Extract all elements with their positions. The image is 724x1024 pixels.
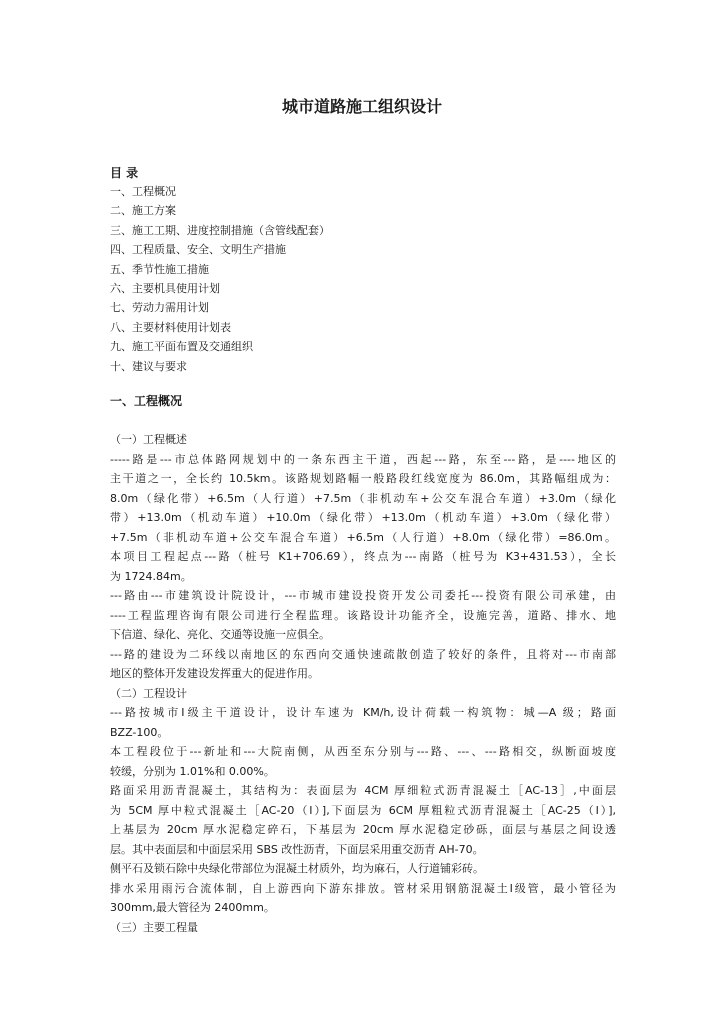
text-line: BZZ-100。 xyxy=(110,725,169,739)
toc-item: 四、工程质量、安全、文明生产措施 xyxy=(110,243,286,257)
text-line: 路面采用沥青混凝土，其结构为：表面层为 4CM 厚细粒式沥青混凝土［AC-13］,中面层 xyxy=(110,784,616,797)
text-line: ---路由---市建筑设计院设计，---市城市建设投资开发公司委托---投资有限公司承建，由 xyxy=(110,589,616,602)
section-body xyxy=(110,430,616,937)
subsection-heading: （二）工程设计 xyxy=(110,686,187,700)
text-line: 侧平石及锁石除中央绿化带部位为混凝土材质外，均为麻石，人行道铺彩砖。 xyxy=(110,862,484,875)
toc-item: 三、施工工期、进度控制措施（含管线配套） xyxy=(110,223,330,237)
table-of-contents xyxy=(110,182,330,376)
section-title: 一、工程概况 xyxy=(110,394,183,408)
text-line: 上基层为 20cm 厚水泥稳定碎石，下基层为 20cm 厚水泥稳定砂砾，面层与基层之间设透 xyxy=(110,823,616,836)
text-line: 为 1724.84m。 xyxy=(110,569,192,583)
toc-item: 十、建议与要求 xyxy=(110,359,187,373)
subsection-heading: （一）工程概述 xyxy=(110,433,187,446)
text-line: 本工程段位于---新址和---大院南侧，从西至东分别与---路、---、---路相交，纵断面坡度 xyxy=(110,745,616,758)
toc-heading: 目 录 xyxy=(110,166,139,180)
document-title: 城市道路施工组织设计 xyxy=(281,97,442,116)
text-line: 下信道、绿化、亮化、交通等设施一应俱全。 xyxy=(110,628,330,641)
text-line: ---路按城市Ⅰ级主干道设计，设计车速为 KM/h,设计荷载一构筑物：城—A 级；路面 xyxy=(110,706,616,719)
text-line: 为 5CM 厚中粒式混凝土［AC-20（I）],下面层为 6CM 厚粗粒式沥青混凝土［AC-25（I）], xyxy=(110,803,616,817)
text-line: 层。其中表面层和中面层采用 SBS 改性沥青，下面层采用重交沥青 AH-70。 xyxy=(110,842,484,856)
toc-item: 七、劳动力需用计划 xyxy=(110,301,209,315)
subsection-heading: （三）主要工程量 xyxy=(110,920,198,934)
text-line: ----工程监理咨询有限公司进行全程监理。该路设计功能齐全，设施完善，道路、排水、地 xyxy=(110,608,616,622)
toc-item: 二、施工方案 xyxy=(110,204,176,218)
text-line: 本项目工程起点---路（桩号 K1+706.69），终点为---南路（桩号为 K3+431.53），全长 xyxy=(110,550,616,563)
text-line: ---路的建设为二环线以南地区的东西向交通快速疏散创造了较好的条件，且将对---市南部 xyxy=(110,647,616,661)
toc-item: 九、施工平面布置及交通组织 xyxy=(110,340,253,354)
text-line: 带）+13.0m（机动车道）+10.0m（绿化带）+13.0m（机动车道）+3.0m（绿化带） xyxy=(110,511,616,524)
toc-item: 一、工程概况 xyxy=(110,185,176,198)
toc-item: 五、季节性施工措施 xyxy=(110,262,209,276)
text-line: -----路是---市总体路网规划中的一条东西主干道，西起---路，东至---路，是----地区的 xyxy=(110,452,616,466)
text-line: 排水采用雨污合流体制，自上游西向下游东排放。管材采用钢筋混凝土Ⅰ级管，最小管径为 xyxy=(110,881,616,895)
text-line: 8.0m（绿化带）+6.5m（人行道）+7.5m（非机动车+公交车混合车道）+3.0m（绿化 xyxy=(110,491,616,505)
text-line: 较缓，分别为 1.01%和 0.00%。 xyxy=(110,764,275,778)
text-line: 主干道之一，全长约 10.5km。该路规划路幅一般路段红线宽度为 86.0m，其路幅组成为： xyxy=(110,472,616,485)
toc-item: 八、主要材料使用计划表 xyxy=(110,320,231,334)
text-line: 地区的整体开发建设发挥重大的促进作用。 xyxy=(110,667,319,680)
toc-item: 六、主要机具使用计划 xyxy=(110,282,220,296)
text-line: 300mm,最大管径为 2400mm。 xyxy=(110,901,275,914)
text-line: +7.5m（非机动车道+公交车混合车道）+6.5m（人行道）+8.0m（绿化带）=86.0m。 xyxy=(110,530,616,544)
